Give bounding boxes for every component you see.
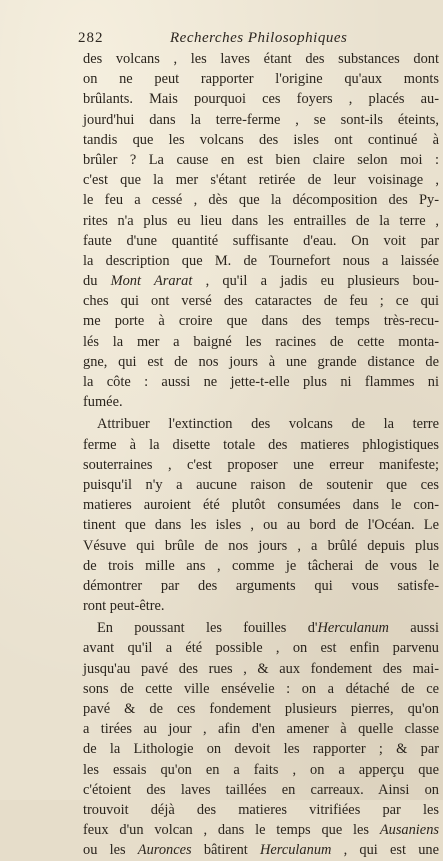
text-line: sons de cette ville ensévelie : on a détaché de ce (83, 680, 439, 697)
text-line: En poussant les fouilles d'Herculanum aussi (97, 620, 439, 637)
text-line: tandis que les volcans des isles ont continué à (83, 131, 439, 148)
text-line: le feu a cessé , dès que la décomposition des Py- (83, 192, 439, 209)
text-line: trouvoit déjà des matieres vitrifiées par les (83, 801, 439, 818)
text-line: a tirées au jour , afin d'en amener à quelle classe (83, 721, 439, 738)
text-line: Vésuve qui brûle de nos jours , a brûlé depuis plus (83, 537, 439, 554)
text-line: feux d'un volcan , dans le temps que les Ausaniens (83, 822, 439, 839)
text-line: ou les Auronces bâtirent Herculanum , qui est une (83, 842, 439, 859)
text-line: tinent que dans les isles , ou au bord de l'Océan. Le (83, 517, 439, 534)
text-line: du Mont Ararat , qu'il a jadis eu plusieurs bou- (83, 273, 439, 290)
text-line: faute d'une quantité suffisante d'eau. On voit par (83, 232, 439, 249)
text-line: les essais qu'on en a faits , on a apperçu que (83, 761, 439, 778)
body-text (83, 49, 439, 861)
text-line: ront peut-être. (83, 598, 165, 615)
text-line: c'est que la mer s'étant retirée de leur voisinage , (83, 172, 439, 189)
text-line: avant qu'il a été possible , on est enfin parvenu (83, 640, 439, 657)
text-line: rites n'a plus eu lieu dans les entrailles de la terre , (83, 212, 439, 229)
page-header (78, 30, 438, 50)
text-line: des volcans , les laves étant des substances dont (83, 51, 439, 67)
text-line: brûler ? La cause en est bien claire selon moi : (83, 151, 439, 168)
page-number: 282 (78, 30, 104, 46)
text-line: jusqu'au pavé des rues , & aux fondement des mai- (83, 660, 439, 677)
text-line: démontrer par des arguments qui vous satisfe- (83, 577, 439, 594)
text-line: Attribuer l'extinction des volcans de la terre (97, 416, 439, 433)
text-line: pavé & de ces fondement plusieurs pierres, qu'on (83, 701, 439, 717)
text-line: me porte à croire que dans des temps très-recu- (83, 313, 439, 330)
text-line: ches qui ont versé des cataractes de feu ; ce qui (83, 293, 439, 310)
text-line: brûlants. Mais pourquoi ces foyers , placés au- (83, 91, 439, 108)
text-line: matieres auroient été plutôt consumées dans le con- (83, 497, 439, 514)
text-line: lés la mer a baigné les racines de cette monta- (83, 333, 439, 350)
running-title: Recherches Philosophiques (170, 30, 348, 46)
text-line: de la Lithologie on devoit les rapporter ; & par (83, 741, 439, 758)
text-line: jourd'hui dans la terre-ferme , se sont-ils éteints, (83, 111, 439, 128)
text-line: puisqu'il n'y a aucune raison de soutenir que ces (83, 476, 439, 493)
text-line: souterraines , c'est proposer une erreur manifeste; (83, 456, 439, 473)
text-line: fumée. (83, 394, 123, 411)
text-line: de trois mille ans , comme je tâcherai de vous le (83, 557, 439, 574)
text-line: c'étoient des laves taillées en carreaux. Ainsi on (83, 781, 439, 798)
text-line: la description que M. de Tournefort nous a laissée (83, 252, 439, 269)
text-line: gne, qui est de nos jours à une grande distance de (83, 353, 439, 370)
text-line: on ne peut rapporter l'origine qu'aux monts (83, 71, 439, 88)
text-line: la côte : aussi ne jette-t-elle plus ni flammes ni (83, 374, 439, 390)
text-line: ferme à la disette totale des matieres phlogistiques (83, 436, 439, 453)
